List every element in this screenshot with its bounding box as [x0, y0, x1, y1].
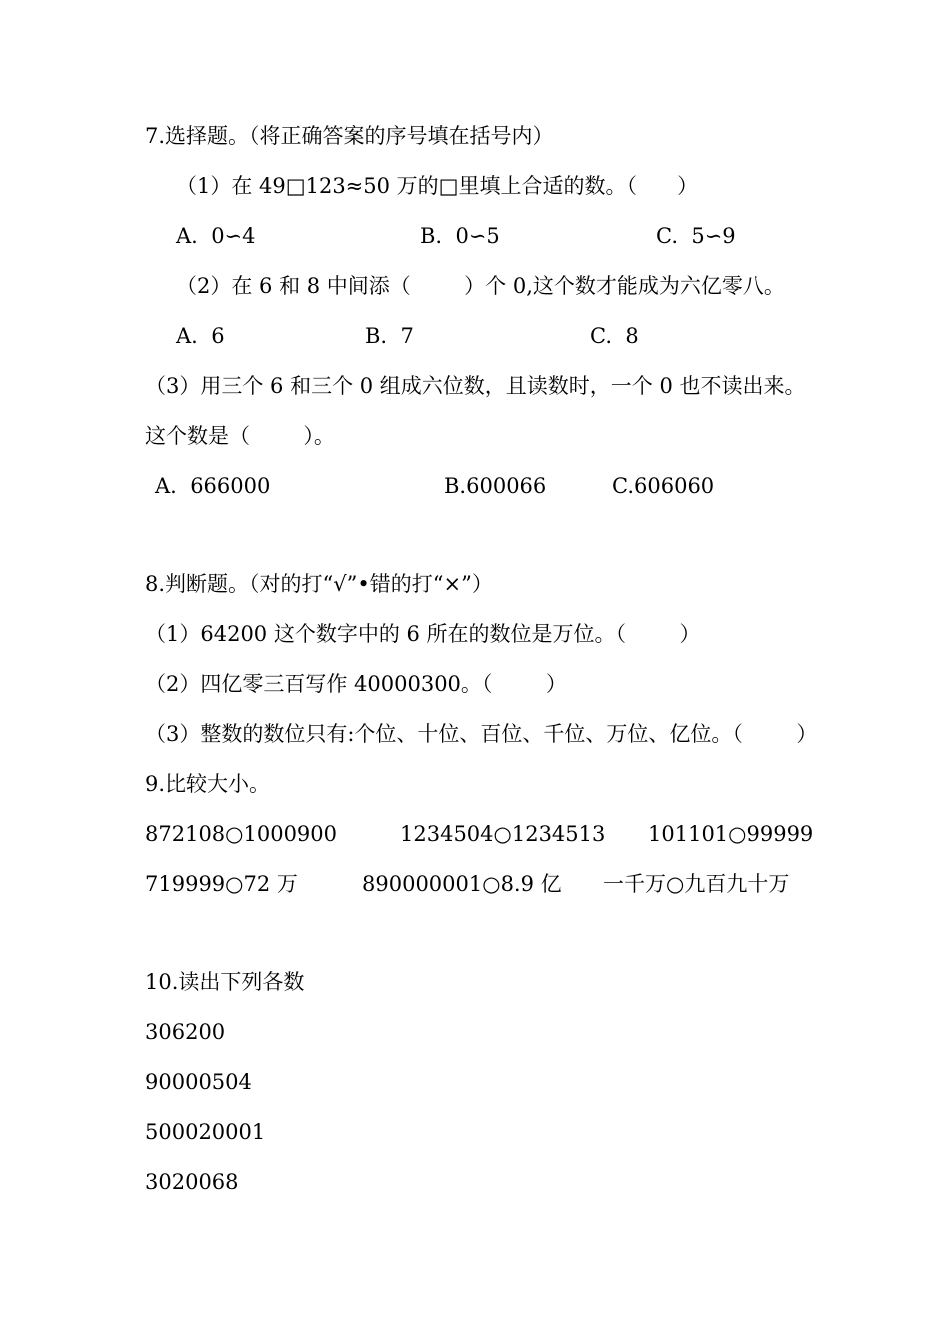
q7-sub1-option-b: B. 0∽5: [420, 224, 500, 248]
q7-sub2-option-c: C. 8: [590, 324, 639, 348]
q7-sub1-option-a: A. 0∽4: [176, 224, 256, 248]
q7-title: 7.选择题。（将正确答案的序号填在括号内）: [145, 124, 554, 148]
q7-sub1-option-c: C. 5∽9: [656, 224, 736, 248]
q9-title: 9.比较大小。: [145, 772, 271, 796]
q9-row1-item-1: 872108○1000900: [145, 822, 338, 846]
q10-number-2: 90000504: [145, 1070, 252, 1094]
q7-sub2-stem: （2）在 6 和 8 中间添（ ）个 0,这个数才能成为六亿零八。: [176, 274, 785, 298]
q9-row1-item-3: 101101○99999: [648, 822, 814, 846]
q7-sub3-option-c: C.606060: [612, 474, 715, 498]
q7-sub3-stem-line2: 这个数是（ ）。: [145, 424, 335, 448]
q10-title: 10.读出下列各数: [145, 970, 305, 994]
q10-number-4: 3020068: [145, 1170, 239, 1194]
q10-number-3: 500020001: [145, 1120, 266, 1144]
q7-sub3-option-b: B.600066: [444, 474, 547, 498]
q10-number-1: 306200: [145, 1020, 226, 1044]
q7-sub1-stem: （1）在 49□123≈50 万的□里填上合适的数。（ ）: [176, 174, 699, 198]
q8-title: 8.判断题。（对的打“√”•错的打“×”）: [145, 572, 493, 596]
q9-row1-item-2: 1234504○1234513: [400, 822, 606, 846]
q8-item-1: （1）64200 这个数字中的 6 所在的数位是万位。（ ）: [145, 622, 701, 646]
q7-sub2-option-a: A. 6: [176, 324, 225, 348]
q7-sub3-stem-line1: （3）用三个 6 和三个 0 组成六位数，且读数时，一个 0 也不读出来。: [145, 374, 806, 398]
q8-item-2: （2）四亿零三百写作 40000300。（ ）: [145, 672, 567, 696]
q7-sub3-option-a: A. 666000: [155, 474, 271, 498]
q9-row2-item-3: 一千万○九百九十万: [603, 872, 790, 896]
q8-item-3: （3）整数的数位只有:个位、十位、百位、千位、万位、亿位。（ ）: [145, 722, 818, 746]
q9-row2-item-2: 890000001○8.9 亿: [362, 872, 562, 896]
q7-sub2-option-b: B. 7: [365, 324, 414, 348]
q9-row2-item-1: 719999○72 万: [145, 872, 298, 896]
